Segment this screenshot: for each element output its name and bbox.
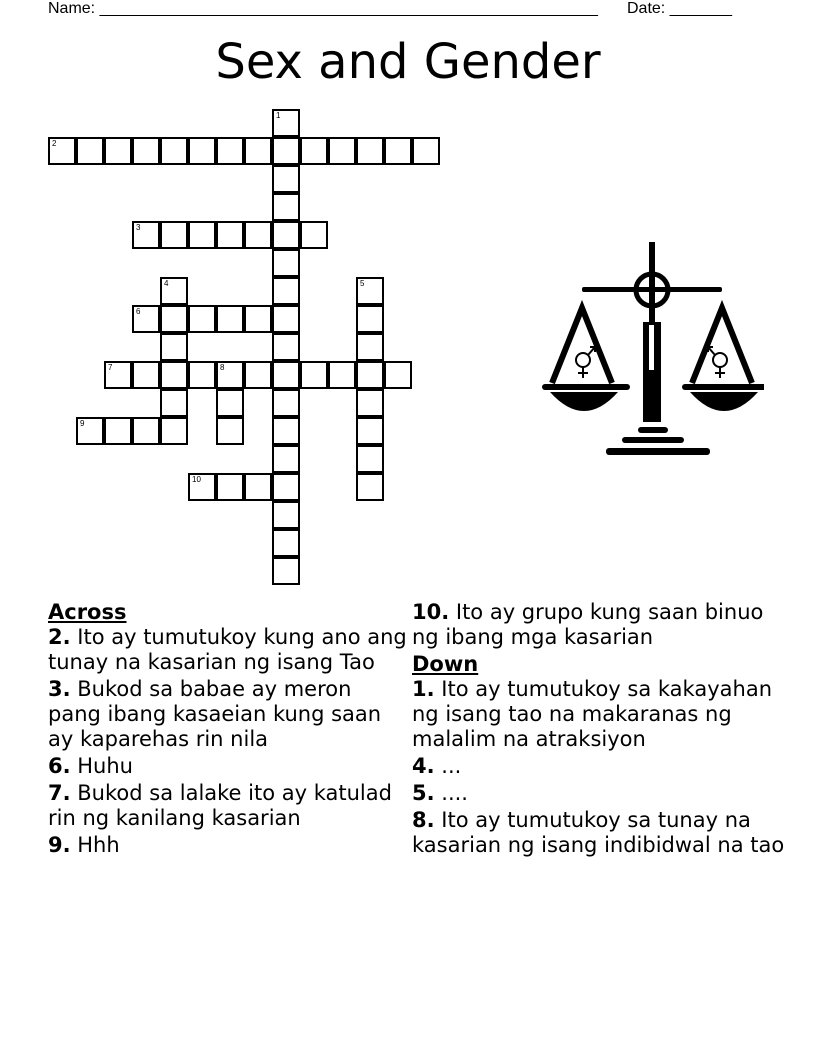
clue-text: Bukod sa babae ay meron pang ibang kasaeian kung saan ay kaparehas rin nila	[48, 677, 382, 751]
crossword-cell[interactable]	[160, 137, 188, 165]
crossword-cell[interactable]	[132, 137, 160, 165]
crossword-cell[interactable]	[272, 165, 300, 193]
down-heading: Down	[412, 652, 479, 676]
crossword-cell[interactable]	[76, 137, 104, 165]
crossword-cell[interactable]	[160, 389, 188, 417]
crossword-cell[interactable]	[384, 137, 412, 165]
crossword-cell[interactable]	[216, 361, 244, 389]
crossword-cell[interactable]	[188, 473, 216, 501]
crossword-cell[interactable]	[356, 389, 384, 417]
clue-number: 3	[136, 223, 141, 232]
clue-text: ....	[434, 781, 468, 805]
crossword-cell[interactable]	[356, 137, 384, 165]
crossword-cell[interactable]	[272, 473, 300, 501]
crossword-cell[interactable]	[216, 221, 244, 249]
name-field	[48, 0, 598, 18]
clue-item	[412, 781, 792, 806]
clue-number: 8	[220, 363, 225, 372]
crossword-cell[interactable]	[160, 361, 188, 389]
crossword-cell[interactable]	[300, 221, 328, 249]
crossword-cell[interactable]	[272, 557, 300, 585]
crossword-cell[interactable]	[272, 305, 300, 333]
clue-number: 1	[276, 111, 281, 120]
crossword-cell[interactable]	[356, 361, 384, 389]
crossword-cell[interactable]	[76, 417, 104, 445]
crossword-cell[interactable]	[216, 389, 244, 417]
clue-item	[412, 600, 792, 650]
clue-number: 6.	[48, 754, 71, 778]
clue-text: Ito ay tumutukoy sa kakayahan ng isang tao na makaranas ng malalim na atraksiyon	[412, 677, 772, 751]
crossword-cell[interactable]	[272, 529, 300, 557]
crossword-cell[interactable]	[356, 333, 384, 361]
crossword-cell[interactable]	[160, 221, 188, 249]
clue-text: Bukod sa lalake ito ay katulad rin ng kanilang kasarian	[48, 781, 392, 830]
clue-number: 2	[52, 139, 57, 148]
name-blank: ________________________________________________________	[99, 0, 598, 17]
clue-item	[48, 754, 408, 779]
date-label: Date:	[627, 0, 666, 17]
crossword-cell[interactable]	[300, 137, 328, 165]
crossword-cell[interactable]	[272, 333, 300, 361]
gender-scale-icon	[538, 240, 764, 460]
clue-text: Ito ay tumutukoy sa tunay na kasarian ng isang indibidwal na tao	[412, 808, 785, 857]
clue-item	[48, 781, 408, 831]
clue-number: 8.	[412, 808, 435, 832]
crossword-cell[interactable]	[272, 501, 300, 529]
crossword-cell[interactable]	[160, 333, 188, 361]
crossword-cell[interactable]	[356, 473, 384, 501]
clue-number: 7	[108, 363, 113, 372]
crossword-cell[interactable]	[132, 361, 160, 389]
clue-number: 6	[136, 307, 141, 316]
crossword-cell[interactable]	[356, 445, 384, 473]
page-title: Sex and Gender	[215, 34, 601, 90]
crossword-cell[interactable]	[356, 277, 384, 305]
crossword-cell[interactable]	[328, 361, 356, 389]
crossword-cell[interactable]	[188, 305, 216, 333]
crossword-cell[interactable]	[132, 305, 160, 333]
crossword-cell[interactable]	[272, 389, 300, 417]
clue-number: 4.	[412, 754, 435, 778]
across-clues	[48, 600, 408, 860]
crossword-cell[interactable]	[160, 417, 188, 445]
crossword-cell[interactable]	[272, 277, 300, 305]
clue-number: 2.	[48, 625, 71, 649]
clue-text: Ito ay grupo kung saan binuo ng ibang mga kasarian	[412, 600, 764, 649]
crossword-cell[interactable]	[216, 137, 244, 165]
clue-number: 9.	[48, 833, 71, 857]
crossword-cell[interactable]	[244, 221, 272, 249]
crossword-cell[interactable]	[132, 417, 160, 445]
crossword-cell[interactable]	[216, 417, 244, 445]
name-label: Name:	[48, 0, 96, 17]
clue-number: 4	[164, 279, 169, 288]
clue-item	[48, 625, 408, 675]
crossword-cell[interactable]	[244, 473, 272, 501]
crossword-cell[interactable]	[104, 361, 132, 389]
crossword-cell[interactable]	[160, 305, 188, 333]
clue-number: 9	[80, 419, 85, 428]
clue-number: 3.	[48, 677, 71, 701]
clue-number: 10	[192, 475, 201, 484]
clue-text: Hhh	[70, 833, 120, 857]
date-blank: _______	[669, 0, 732, 17]
crossword-cell[interactable]	[272, 249, 300, 277]
crossword-cell[interactable]	[188, 221, 216, 249]
crossword-cell[interactable]	[188, 361, 216, 389]
clue-item	[412, 808, 792, 858]
crossword-cell[interactable]	[160, 277, 188, 305]
across-heading: Across	[48, 600, 127, 624]
clue-number: 10.	[412, 600, 450, 624]
crossword-cell[interactable]	[272, 193, 300, 221]
crossword-cell[interactable]	[104, 417, 132, 445]
date-field	[627, 0, 732, 18]
crossword-cell[interactable]	[272, 109, 300, 137]
crossword-cell[interactable]	[104, 137, 132, 165]
crossword-cell[interactable]	[272, 361, 300, 389]
clue-number: 1.	[412, 677, 435, 701]
clue-item	[48, 677, 408, 752]
crossword-cell[interactable]	[272, 221, 300, 249]
crossword-cell[interactable]	[356, 417, 384, 445]
crossword-cell[interactable]	[300, 361, 328, 389]
crossword-cell[interactable]	[328, 137, 356, 165]
crossword-cell[interactable]	[272, 137, 300, 165]
clue-item	[412, 754, 792, 779]
down-clues-column	[412, 600, 792, 860]
clue-item	[412, 677, 792, 752]
clue-number: 5.	[412, 781, 435, 805]
clue-number: 7.	[48, 781, 71, 805]
clue-text: Ito ay tumutukoy kung ano ang tunay na kasarian ng isang Tao	[48, 625, 407, 674]
crossword-cell[interactable]	[272, 417, 300, 445]
crossword-cell[interactable]	[216, 473, 244, 501]
crossword-cell[interactable]	[412, 137, 440, 165]
clue-text: Huhu	[70, 754, 133, 778]
crossword-cell[interactable]	[188, 137, 216, 165]
crossword-cell[interactable]	[356, 305, 384, 333]
crossword-cell[interactable]	[132, 221, 160, 249]
crossword-cell[interactable]	[244, 361, 272, 389]
crossword-cell[interactable]	[272, 445, 300, 473]
clue-text: ...	[434, 754, 462, 778]
clue-item	[48, 833, 408, 858]
crossword-cell[interactable]	[216, 305, 244, 333]
crossword-cell[interactable]	[244, 305, 272, 333]
crossword-cell[interactable]	[48, 137, 76, 165]
crossword-cell[interactable]	[384, 361, 412, 389]
clue-number: 5	[360, 279, 365, 288]
crossword-cell[interactable]	[244, 137, 272, 165]
